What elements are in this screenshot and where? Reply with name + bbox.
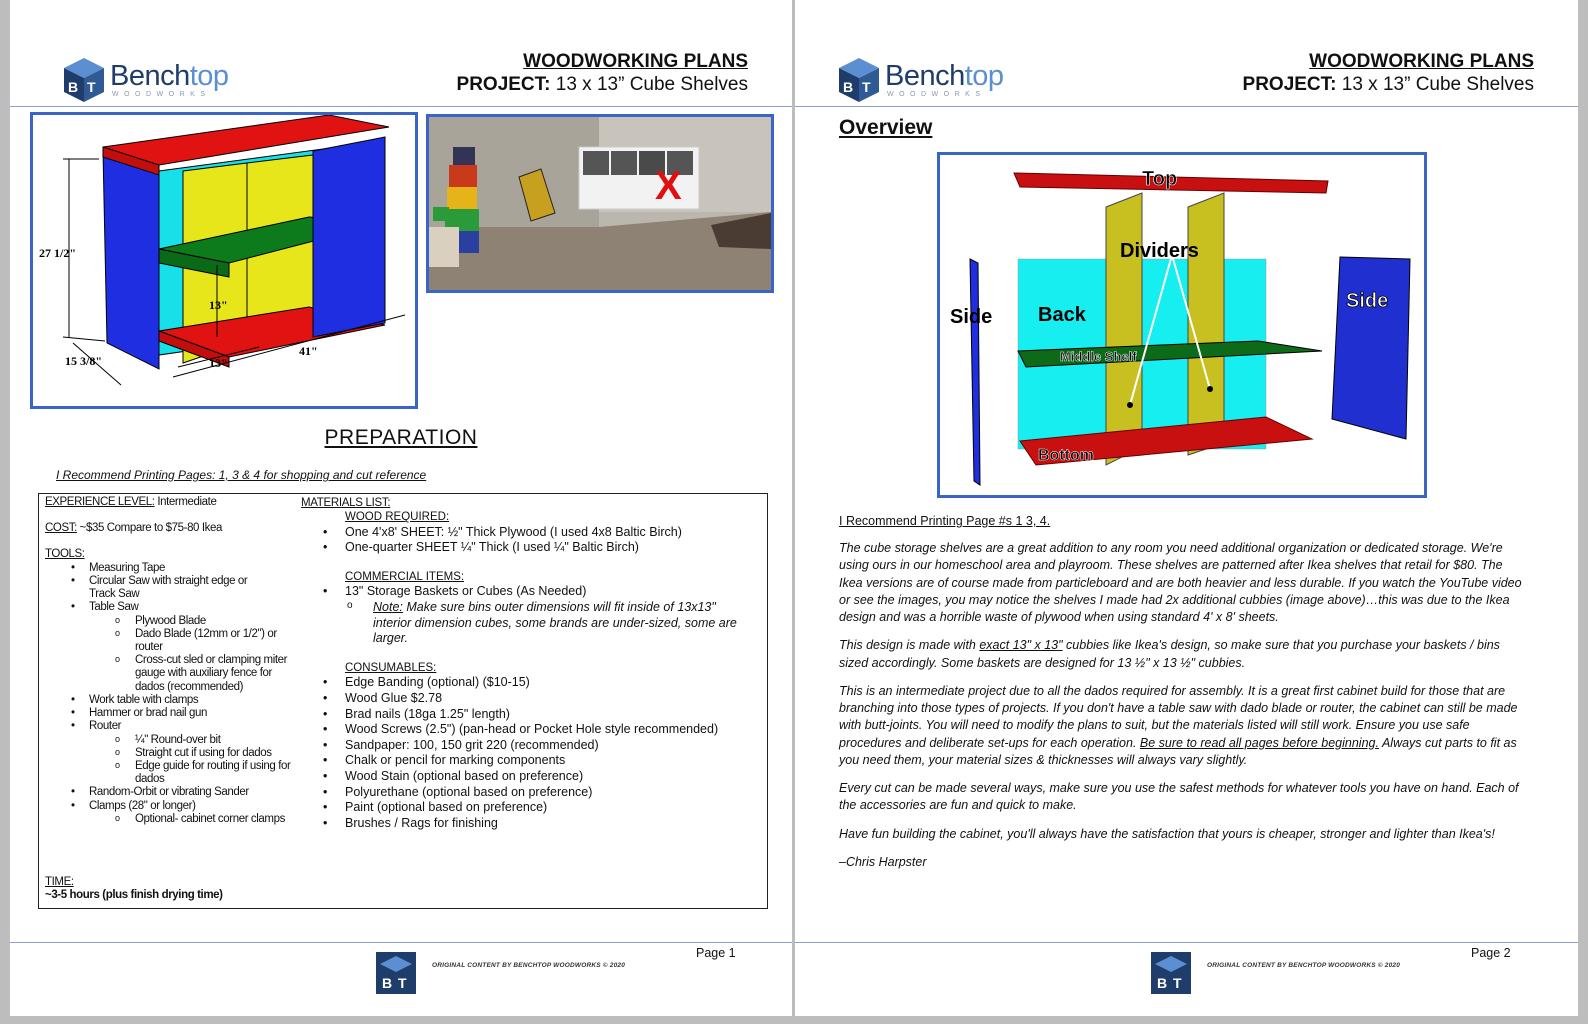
list-item: • Random-Orbit or vibrating Sander: [45, 786, 297, 799]
cube-logo-icon: [62, 56, 106, 104]
list-item: • Work table with clamps: [45, 694, 297, 707]
note-sublist: [301, 600, 761, 647]
paragraph: The cube storage shelves are a great addition to any room you need additional organization or dedicated storage. We're using ours in our homeschool area and playroom. These shelves are patterned after Ikea shelves that retail for $80. The Ikea versions are of course made from particleboard and are both heavier and less durable. If you watch the YouTube video or see the images, you may notice the shelves I made had 2x additional cubbies (image above)…this was due to the Ikea design and was a horrible waste of plywood when using standard 4' x 8' sheets.: [839, 541, 1522, 624]
list-item: o Edge guide for routing if using for dados: [89, 760, 297, 786]
overview-body: [839, 540, 1529, 882]
cost-value: ~$35 Compare to $75-80 Ikea: [76, 522, 222, 535]
header-rule: [795, 106, 1578, 107]
header-rule: [10, 106, 792, 107]
document-header: [457, 52, 748, 94]
svg-text:T: T: [398, 975, 407, 991]
svg-text:B: B: [382, 975, 393, 991]
list-item: o ¼" Round-over bit: [89, 734, 297, 747]
list-item: • Wood Glue $2.78: [301, 691, 761, 707]
plans-title: WOODWORKING PLANS: [523, 51, 748, 72]
label-bottom: Bottom: [1038, 447, 1094, 464]
dim-cube-height-label: 13": [209, 298, 228, 312]
project-name: 13 x 13” Cube Shelves: [1336, 74, 1534, 95]
photo-x-mark: X: [655, 164, 682, 208]
brand-name-bench: Bench: [885, 60, 965, 92]
document-header: [1243, 52, 1534, 94]
benchtop-logo: [62, 56, 229, 106]
materials-label: MATERIALS LIST:: [301, 497, 391, 509]
list-item: • Polyurethane (optional based on preference): [301, 785, 761, 801]
cube-logo-icon: [837, 56, 881, 104]
list-item: • Brushes / Rags for finishing: [301, 816, 761, 832]
list-item: • Hammer or brad nail gun: [45, 707, 297, 720]
preparation-box: [38, 493, 768, 909]
footer-logo-icon: [1151, 952, 1191, 994]
list-item: • Clamps (28" or longer) o Optional- cabinet corner clamps: [45, 800, 297, 826]
paragraph: This is an intermediate project due to all the dados required for assembly. It is a great first cabinet build for those that are branching into those types of projects. If you don't have a table saw with dado blade or router, the cabinet can still be made with butt-joints. You will need to modify the plans to suit, but the materials listed will still work. Ensure you use safe procedures and deliberate set-ups for each operation. Be sure to read all pages before beginning. Always cut parts to fit as you need them, your material sizes & thicknesses will always vary slightly.: [839, 683, 1518, 767]
signature: –Chris Harpster: [839, 854, 927, 869]
dim-height-label: 27 1/2": [39, 246, 76, 260]
project-name: 13 x 13” Cube Shelves: [550, 74, 748, 95]
list-item: o Optional- cabinet corner clamps: [89, 813, 297, 826]
list-item: • One-quarter SHEET ¼" Thick (I used ¼" Baltic Birch): [301, 540, 761, 556]
brand-name-top: top: [189, 60, 229, 92]
list-item: o Cross-cut sled or clamping miter gauge with auxiliary fence for dados (recommended): [89, 654, 297, 694]
brand-subtitle: WOODWORKS: [887, 91, 986, 98]
label-top: Top: [1142, 168, 1178, 190]
svg-text:T: T: [87, 79, 96, 95]
consumables-list: [301, 675, 761, 831]
list-item: • Table Saw o Plywood Blade o Dado Blade (12mm or 1/2") or router o Cross-cut sled or clamping miter gauge with auxiliary fence for dados (recommended): [45, 601, 297, 694]
list-item: • Edge Banding (optional) ($10-15): [301, 675, 761, 691]
shelf-dimension-figure: [30, 112, 418, 409]
svg-text:B: B: [68, 79, 79, 95]
preparation-heading: PREPARATION: [324, 426, 478, 449]
shelf-3d-drawing: [33, 115, 415, 406]
list-item: • 13" Storage Baskets or Cubes (As Needed) o Note: Make sure bins outer dimensions will fit inside of 13x13" interior dimension cubes, some brands are under-sized, some are larger.: [301, 584, 761, 647]
list-item: • Router o ¼" Round-over bit o Straight cut if using for dados o Edge guide for routing if using for dados: [45, 720, 297, 786]
router-sublist: [89, 734, 297, 787]
time-value: ~3-5 hours (plus finish drying time): [45, 889, 223, 902]
footer-rule: [10, 942, 792, 943]
materials-column: [301, 496, 761, 832]
plans-title: WOODWORKING PLANS: [1309, 51, 1534, 72]
svg-text:T: T: [862, 79, 871, 95]
list-item: o Dado Blade (12mm or 1/2") or router: [89, 628, 297, 654]
svg-text:T: T: [1173, 975, 1182, 991]
wood-required-label: WOOD REQUIRED:: [345, 511, 450, 524]
list-item: • One 4'x8' SHEET: ½" Thick Plywood (I used 4x8 Baltic Birch): [301, 525, 761, 541]
room-photo-image: [429, 117, 771, 290]
preparation-left-column: [45, 496, 297, 902]
list-item: • Measuring Tape: [45, 562, 297, 575]
label-back: Back: [1038, 304, 1086, 326]
list-item: o Plywood Blade: [89, 615, 297, 628]
overview-heading: Overview: [839, 116, 933, 139]
page-number: Page 2: [1471, 946, 1511, 960]
benchtop-logo: [837, 56, 1004, 106]
experience-label: EXPERIENCE LEVEL:: [45, 496, 155, 508]
dim-cube-width-label: 13": [209, 356, 228, 370]
page-number: Page 1: [696, 946, 736, 960]
dim-width-label: 41": [299, 344, 318, 358]
clamps-sublist: [89, 813, 297, 826]
list-item: • Circular Saw with straight edge or Track Saw: [45, 575, 270, 601]
dim-depth-label: 15 3/8": [65, 354, 102, 368]
exploded-view-figure: [937, 152, 1427, 498]
label-dividers: Dividers: [1120, 240, 1199, 262]
commercial-list: [301, 584, 761, 647]
list-item: • Chalk or pencil for marking components: [301, 753, 761, 769]
tools-list: [45, 562, 297, 826]
printing-recommendation: I Recommend Printing Page #s 1 3, 4.: [839, 514, 1051, 528]
document-page-2: [795, 0, 1578, 1016]
label-middle-shelf: Middle Shelf: [1060, 349, 1137, 364]
note-item: o Note: Make sure bins outer dimensions will fit inside of 13x13" interior dimension cubes, some brands are under-sized, some are larger.: [301, 600, 741, 647]
project-label: PROJECT:: [456, 74, 551, 95]
commercial-label: COMMERCIAL ITEMS:: [345, 571, 465, 583]
svg-text:B: B: [843, 79, 854, 95]
consumables-label: CONSUMABLES:: [345, 661, 437, 674]
list-item: o Straight cut if using for dados: [89, 747, 297, 760]
paragraph: Have fun building the cabinet, you'll always have the satisfaction that yours is cheaper, stronger and lighter than Ikea's!: [839, 826, 1495, 841]
cost-label: COST:: [45, 522, 77, 535]
list-item: • Brad nails (18ga 1.25" length): [301, 707, 761, 723]
document-page-1: [10, 0, 792, 1016]
footer-rule: [795, 942, 1578, 943]
footer-logo-icon: [376, 952, 416, 994]
label-side-left: Side: [950, 306, 993, 328]
footer-copyright: ORIGINAL CONTENT BY BENCHTOP WOODWORKS © 2020: [432, 962, 626, 969]
label-side-right: Side: [1346, 290, 1389, 312]
brand-name-top: top: [964, 60, 1004, 92]
tools-label: TOOLS:: [45, 548, 85, 561]
project-label: PROJECT:: [1242, 74, 1337, 95]
room-photo: [426, 114, 774, 293]
brand-name-bench: Bench: [110, 60, 190, 92]
brand-subtitle: WOODWORKS: [112, 91, 211, 98]
paragraph: This design is made with exact 13" x 13" cubbies like Ikea's design, so make sure that you purchase your baskets / bins sized accordingly. Some baskets are designed for 13 ½" x 13 ½" cubbies.: [839, 638, 1500, 670]
footer-copyright: ORIGINAL CONTENT BY BENCHTOP WOODWORKS © 2020: [1207, 962, 1401, 969]
wood-list: [301, 525, 761, 556]
experience-value: Intermediate: [154, 496, 217, 508]
paragraph: Every cut can be made several ways, make sure you use the safest methods for whatever tools you have on hand. Each of the accessories are fun and quick to make.: [839, 781, 1519, 813]
svg-text:B: B: [1157, 975, 1168, 991]
list-item: • Paint (optional based on preference): [301, 800, 761, 816]
printing-recommendation: I Recommend Printing Pages: 1, 3 & 4 for shopping and cut reference: [56, 468, 427, 482]
table-saw-sublist: [89, 615, 297, 694]
list-item: • Wood Screws (2.5") (pan-head or Pocket Hole style recommended): [301, 722, 761, 738]
list-item: • Sandpaper: 100, 150 grit 220 (recommended): [301, 738, 761, 754]
list-item: • Wood Stain (optional based on preference): [301, 769, 761, 785]
exploded-view-drawing: [940, 155, 1424, 495]
time-label: TIME:: [45, 876, 74, 888]
